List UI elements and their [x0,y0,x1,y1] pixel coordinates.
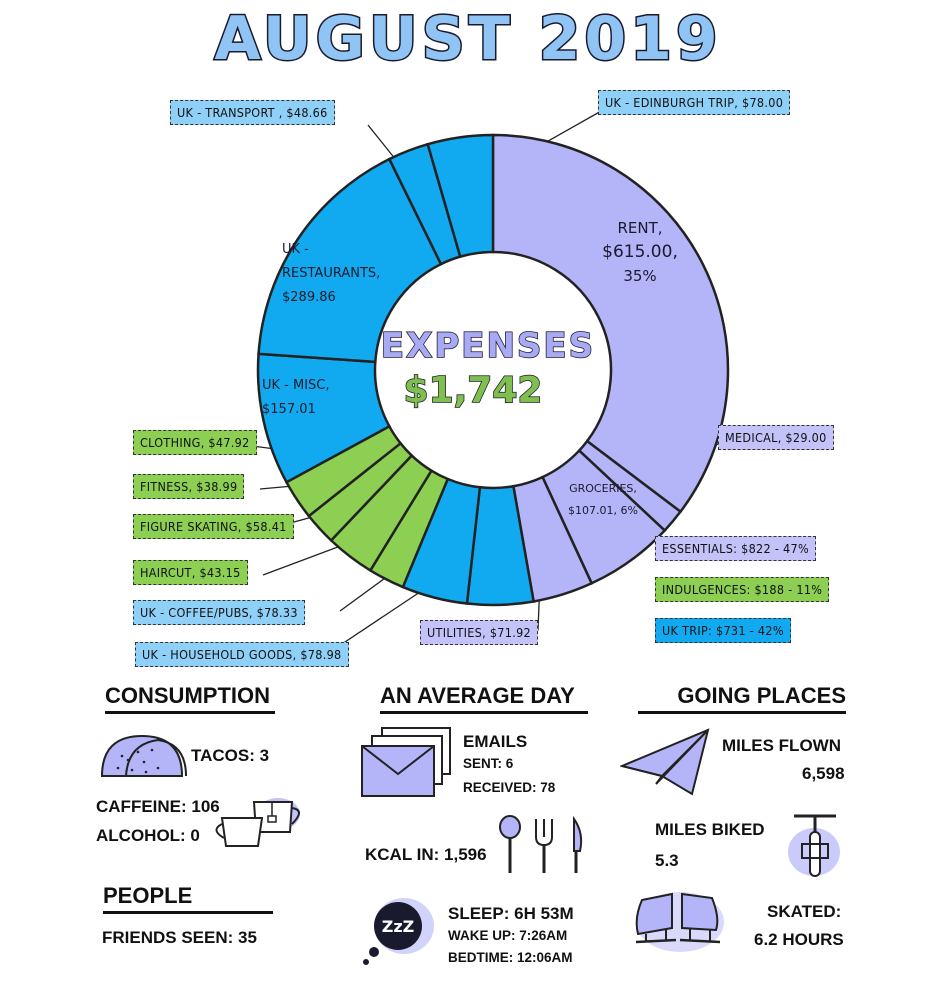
restaurants-line-3: $289.86 [282,290,336,305]
groceries-line-1: GROCERIES, [569,482,637,495]
restaurants-line-1: UK - [282,242,309,257]
friends-seen-stat: FRIENDS SEEN: 35 [102,928,257,947]
alcohol-stat: ALCOHOL: 0 [96,826,200,845]
wake-up-stat: WAKE UP: 7:26AM [448,928,568,943]
miles-flown-value: 6,598 [802,764,845,783]
page-title: AUGUST 2019 [214,4,722,74]
rent-line-2: $615.00, [602,242,678,262]
sleep-stat: SLEEP: 6H 53M [448,904,574,923]
taco-icon [96,730,191,782]
emails-received: RECEIVED: 78 [463,780,556,795]
emails-label: EMAILS [463,732,528,751]
groceries-line-2: $107.01, 6% [568,504,638,517]
tacos-stat: TACOS: 3 [191,746,270,765]
label-medical: MEDICAL, $29.00 [718,425,834,450]
people-title: PEOPLE [103,883,273,914]
miles-biked-label: MILES BIKED [655,820,765,839]
misc-line-2: $157.01 [262,402,316,417]
restaurants-line-2: RESTAURANTS, [282,266,381,281]
groceries-slice-label [553,478,653,522]
label-uk-transport: UK - TRANSPORT , $48.66 [170,100,335,125]
label-uk-household-goods: UK - HOUSEHOLD GOODS, $78.98 [135,642,349,667]
donut-center-total: $1,742 [403,370,543,411]
cutlery-icon [496,815,592,877]
ice-skates-icon [632,888,728,960]
emails-sent: SENT: 6 [463,756,514,771]
legend-uk-trip: UK TRIP: $731 - 42% [655,618,791,643]
skated-value: 6.2 HOURS [754,930,844,949]
legend-essentials: ESSENTIALS: $822 - 47% [655,536,816,561]
zzz-text: ZzZ [381,917,415,936]
miles-biked-value: 5.3 [655,851,679,870]
donut-center-title: EXPENSES [380,326,596,366]
label-uk-coffee-pubs: UK - COFFEE/PUBS, $78.33 [133,600,305,625]
rent-line-3: 35% [623,267,657,285]
misc-slice-label [262,374,362,422]
kcal-stat: KCAL IN: 1,596 [365,845,487,864]
label-fitness: FITNESS, $38.99 [133,474,244,499]
sleep-bubble-icon [360,892,442,970]
restaurants-slice-label [282,238,412,310]
label-haircut: HAIRCUT, $43.15 [133,560,248,585]
bedtime-stat: BEDTIME: 12:06AM [448,950,573,965]
mugs-icon [214,788,310,850]
bicycle-icon [780,806,852,882]
envelopes-icon [360,726,456,800]
average-day-title: AN AVERAGE DAY [380,683,588,714]
misc-line-1: UK - MISC, [262,378,330,393]
consumption-title: CONSUMPTION [105,683,275,714]
paper-plane-icon [620,726,712,798]
caffeine-stat: CAFFEINE: 106 [96,797,220,816]
going-places-title: GOING PLACES [638,683,846,714]
rent-slice-label [565,216,715,288]
label-utilities: UTILITIES, $71.92 [420,620,538,645]
label-uk-edinburgh: UK - EDINBURGH TRIP, $78.00 [598,90,790,115]
skated-label: SKATED: [767,902,842,921]
legend-indulgences: INDULGENCES: $188 - 11% [655,577,829,602]
miles-flown-label: MILES FLOWN [722,736,841,755]
slice-rent [493,135,728,512]
label-clothing: CLOTHING, $47.92 [133,430,257,455]
label-figure-skating: FIGURE SKATING, $58.41 [133,514,294,539]
rent-line-1: RENT, [617,219,663,237]
